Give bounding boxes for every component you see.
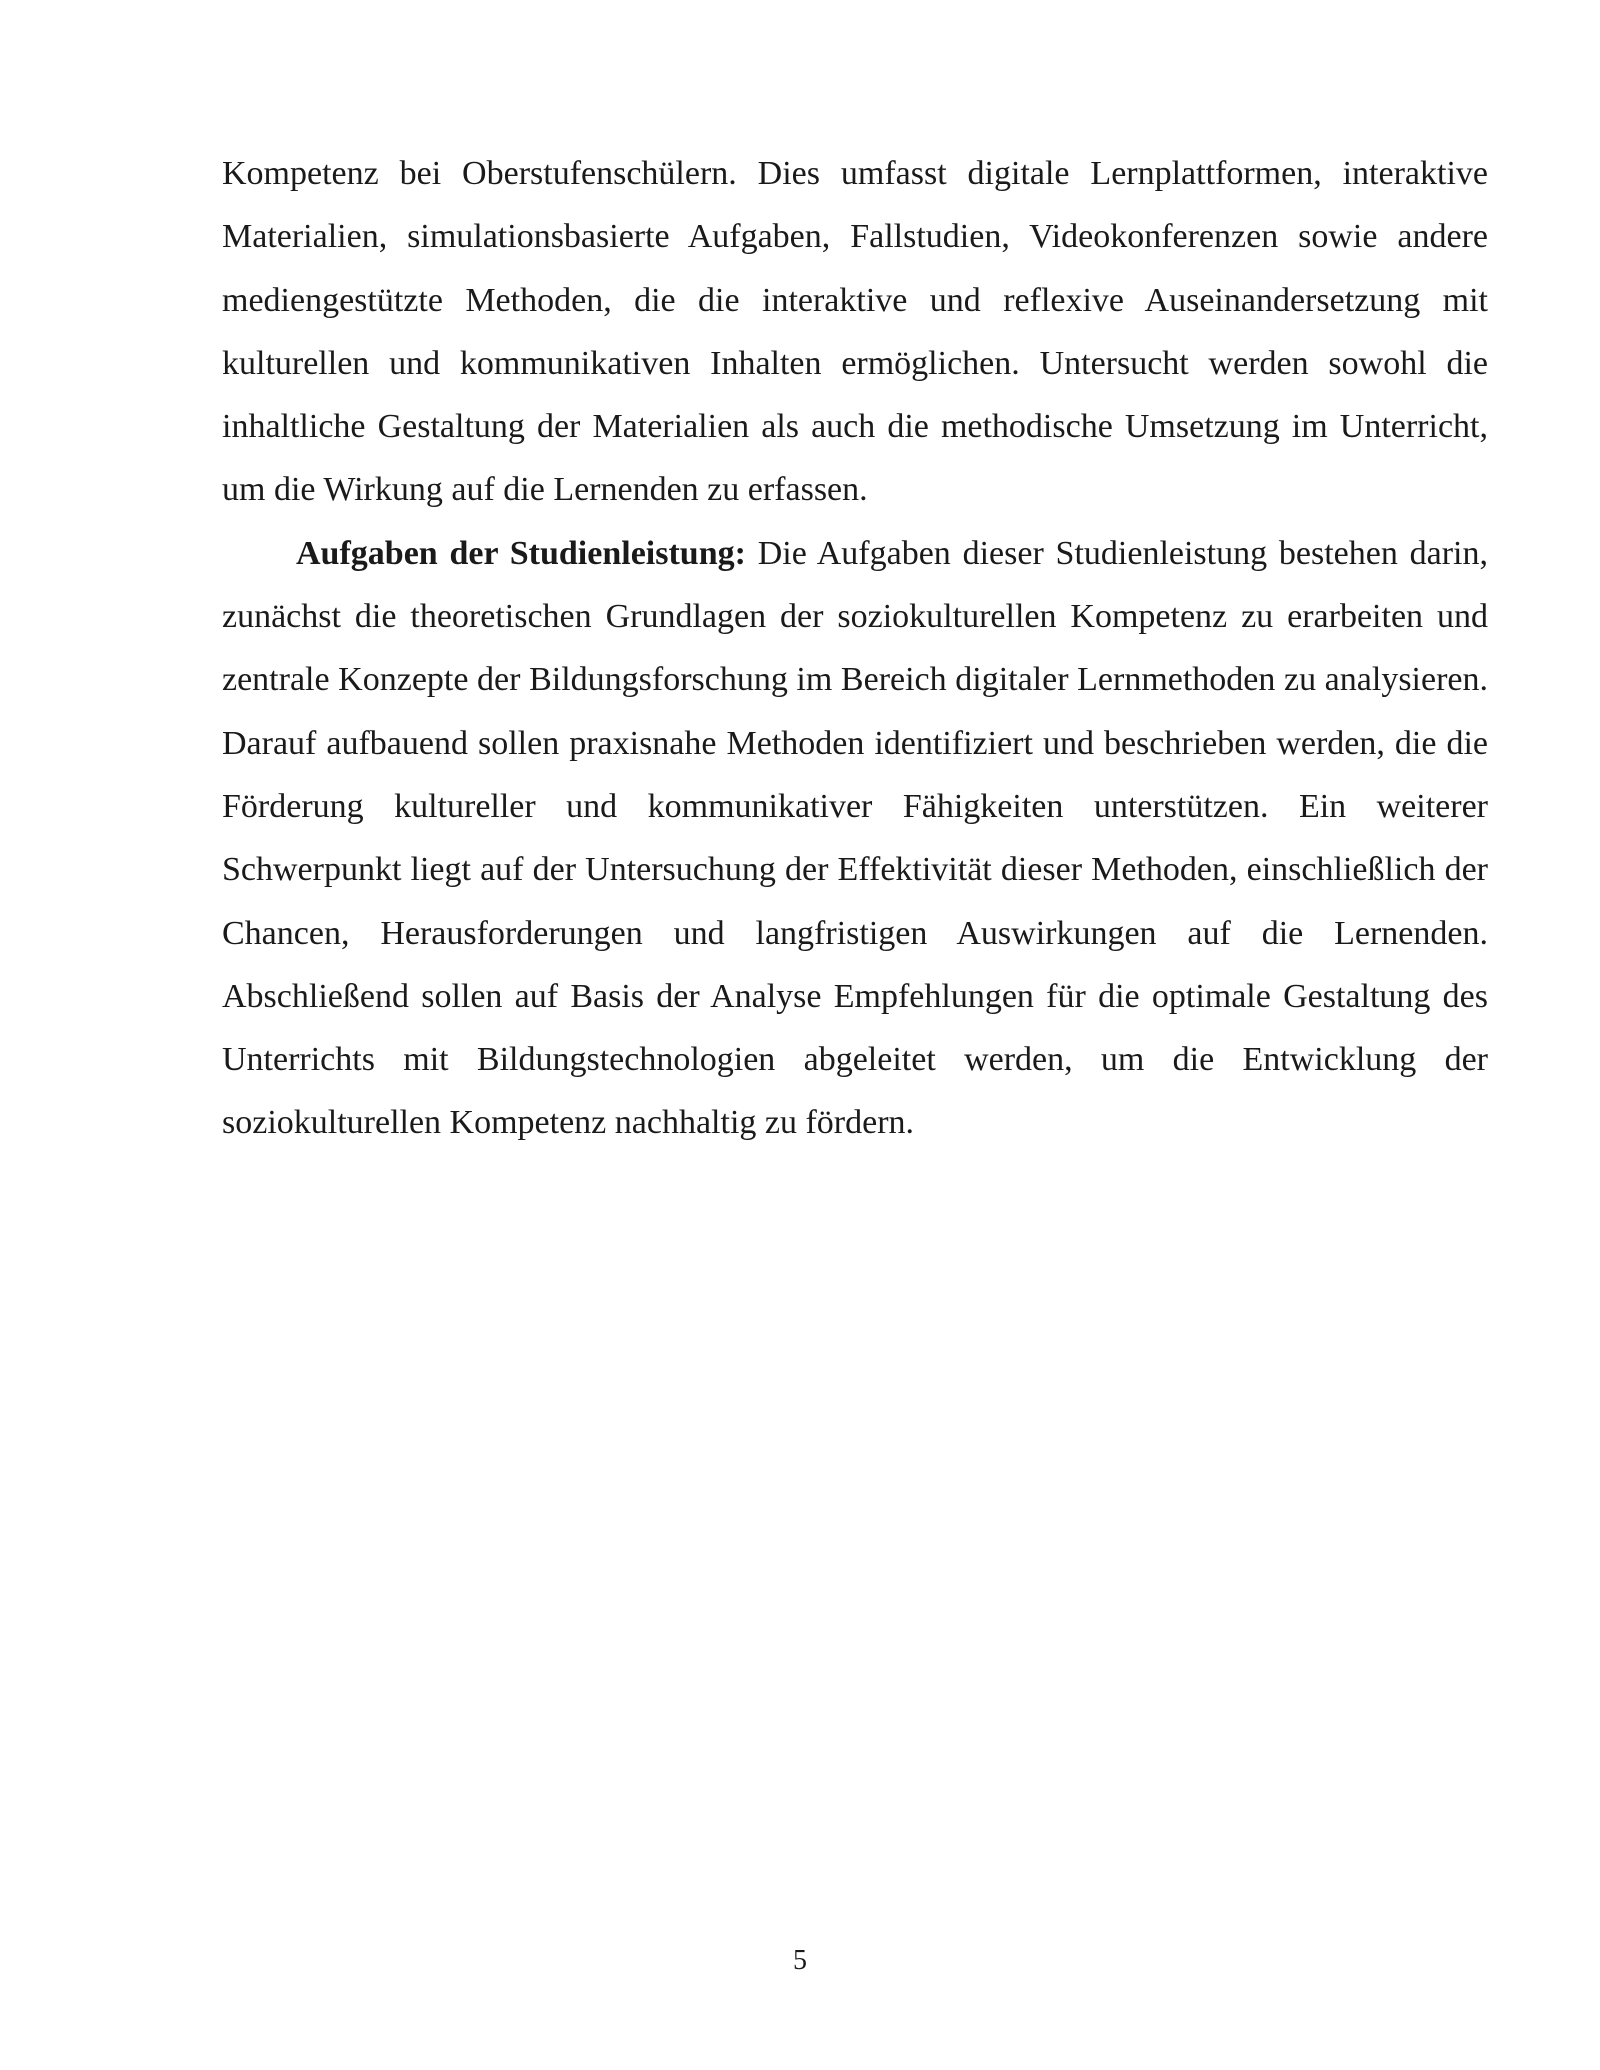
paragraph-1: Kompetenz bei Oberstufenschülern. Dies umfasst digitale Lernplattformen, interaktive Materialien, simulationsbasierte Aufgaben, Fallstudien, Videokonferenzen sowie andere mediengestützte Methoden, die die interaktive und reflexive Auseinandersetzung mit kulturellen und kommunikativen Inhalten ermöglichen. Untersucht werden sowohl die inhaltliche Gestaltung der Materialien als auch die methodische Umsetzung im Unterricht, um die Wirkung auf die Lernenden zu erfassen.: [222, 155, 1488, 509]
paragraph-2-text: Die Aufgaben dieser Studienleistung bestehen darin, zunächst die theoretischen Grundlagen der soziokulturellen Kompetenz zu erarbeiten und zentrale Konzepte der Bildungsforschung im Bereich digitaler Lernmethoden zu analysieren. Darauf aufbauend sollen praxisnahe Methoden identifiziert und beschrieben werden, die die Förderung kultureller und kommunikativer Fähigkeiten unterstützen. Ein weiterer Schwerpunkt liegt auf der Untersuchung der Effektivität dieser Methoden, einschließlich der Chancen, Herausforderungen und langfristigen Auswirkungen auf die Lernenden. Abschließend sollen auf Basis der Analyse Empfehlungen für die optimale Gestaltung des Unterrichts mit Bildungstechnologien abgeleitet werden, um die Entwicklung der soziokulturellen Kompetenz nachhaltig zu fördern.: [222, 534, 1488, 1142]
body-text: [222, 142, 1488, 1155]
paragraph-2: [222, 522, 1488, 1155]
paragraph-2-lead: Aufgaben der Studienleistung:: [296, 534, 746, 572]
page-number: 5: [793, 1945, 807, 1976]
